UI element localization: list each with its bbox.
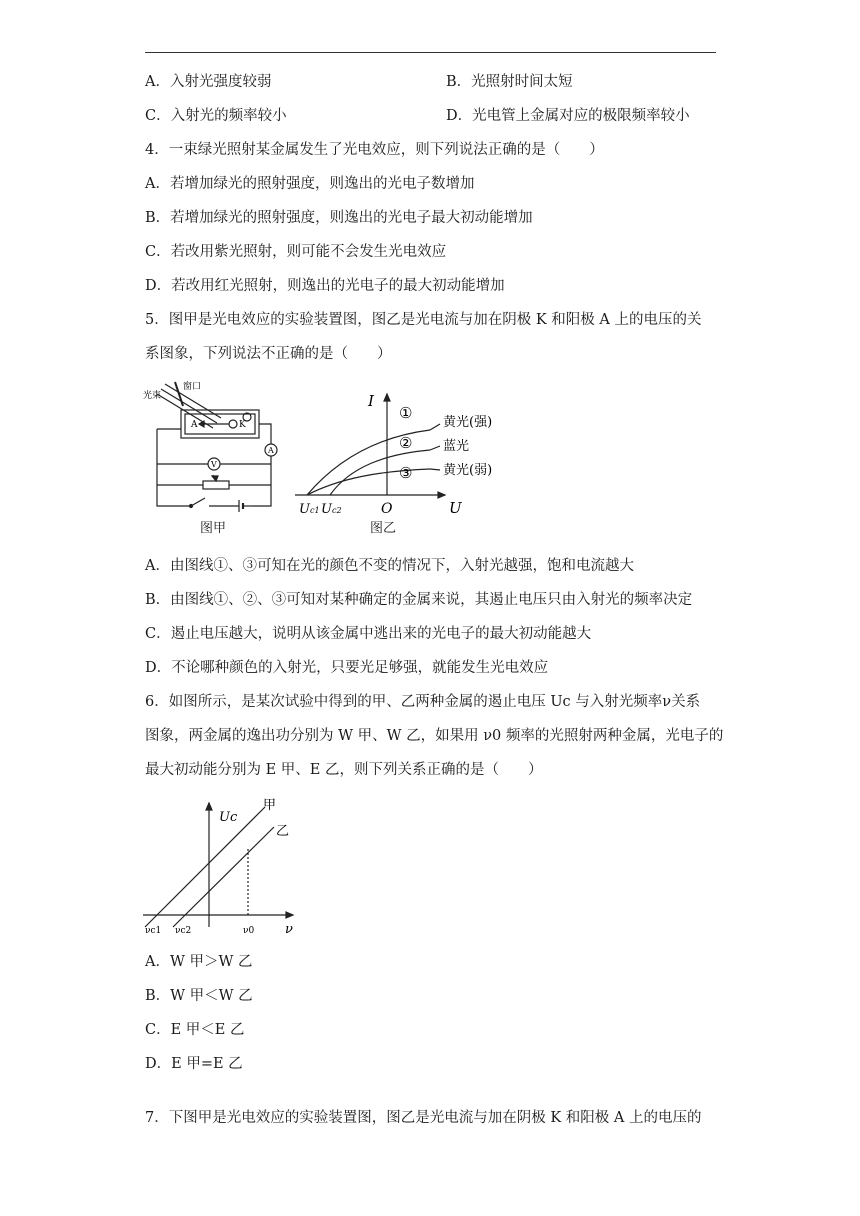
window-label: 窗口 [183, 382, 202, 392]
q5-stem-line1: 5．图甲是光电效应的实验装置图，图乙是光电流与加在阴极 K 和阳极 A 上的电压的关 [145, 312, 702, 328]
q6-option-d: D．E 甲=E 乙 [145, 1056, 243, 1072]
v0-label: ν0 [243, 926, 255, 936]
light-beam-line [161, 389, 217, 423]
uc-axis-arrow [206, 803, 212, 810]
vc2-label: νc2 [175, 926, 192, 936]
wire-right-top [259, 424, 271, 444]
yi-label: 乙 [276, 824, 290, 839]
rheostat [203, 481, 229, 489]
q4-option-c: C．若改用紫光照射，则可能不会发生光电效应 [145, 244, 447, 260]
q6-option-a: A．W 甲＞W 乙 [145, 954, 253, 970]
figure-uc-v-graph [143, 795, 308, 938]
q6-option-b: B．W 甲＜W 乙 [145, 988, 253, 1004]
i-axis-arrow [384, 394, 390, 401]
u-axis-label: U [449, 499, 462, 517]
q6-option-c: C．E 甲＜E 乙 [145, 1022, 245, 1038]
q4-option-d: D．若改用红光照射，则逸出的光电子的最大初动能增加 [145, 278, 505, 294]
q5-stem-line2: 系图象，下列说法不正确的是（ ） [145, 346, 392, 362]
line-jia [145, 807, 265, 927]
q5-option-c: C．遏止电压越大，说明从该金属中逃出来的光电子的最大初动能越大 [145, 626, 592, 642]
jia-label: 甲 [263, 798, 277, 813]
uc1-label: Uc1 [299, 502, 320, 517]
wire-left [157, 429, 191, 506]
header-rule [145, 52, 716, 53]
q5-option-b: B．由图线①、②、③可知对某种确定的金属来说，其遏止电压只由入射光的频率决定 [145, 592, 693, 608]
uc-axis-label: Uc [219, 810, 238, 825]
q4-stem: 4．一束绿光照射某金属发生了光电效应，则下列说法正确的是（ ） [145, 142, 604, 158]
cathode-label: K [239, 420, 246, 430]
figure-yi-iu-graph [295, 392, 510, 522]
anode-label: A [191, 420, 198, 430]
q6-stem-line2: 图象，两金属的逸出功分别为 W 甲、W 乙，如果用 ν0 频率的光照射两种金属，光电子的 [145, 728, 724, 744]
v-axis-label: ν [285, 922, 293, 937]
curve-2-number: ② [399, 434, 413, 452]
q6-stem-line1: 6．如图所示，是某次试验中得到的甲、乙两种金属的遏止电压 Uc 与入射光频率ν关系 [145, 694, 701, 710]
vc1-label: νc1 [145, 926, 162, 936]
q3-option-d: D．光电管上金属对应的极限频率较小 [446, 108, 690, 124]
curve-2 [330, 450, 430, 495]
u-axis-arrow [438, 492, 445, 498]
q4-option-a: A．若增加绿光的照射强度，则逸出的光电子数增加 [145, 176, 475, 192]
q3-option-b: B．光照射时间太短 [446, 74, 573, 90]
curve-1-number: ① [399, 404, 413, 422]
q3-option-c: C．入射光的频率较小 [145, 108, 287, 124]
q3-option-a: A．入射光强度较弱 [145, 74, 272, 90]
origin-label: O [381, 501, 393, 517]
q7-stem-line1: 7．下图甲是光电效应的实验装置图，图乙是光电流与加在阴极 K 和阳极 A 上的电压的 [145, 1110, 702, 1126]
q6-stem-line3: 最大初动能分别为 E 甲、E 乙，则下列关系正确的是（ ） [145, 762, 543, 778]
ammeter-label: A [268, 446, 274, 455]
q5-option-a: A．由图线①、③可知在光的颜色不变的情况下，入射光越强，饱和电流越大 [145, 558, 634, 574]
switch-icon [191, 498, 205, 506]
figure-jia-caption: 图甲 [200, 521, 227, 536]
curve-1-label: 黄光(强) [443, 415, 493, 430]
voltmeter-label: V [211, 460, 217, 469]
uc2-label: Uc2 [321, 502, 342, 517]
curve-2-label: 蓝光 [443, 439, 470, 454]
beam-label: 光束 [143, 391, 162, 401]
line-yi [173, 827, 274, 927]
figure-jia-circuit [143, 380, 293, 520]
i-axis-label: I [368, 392, 374, 410]
q4-option-b: B．若增加绿光的照射强度，则逸出的光电子最大初动能增加 [145, 210, 533, 226]
curve-3-label: 黄光(弱) [443, 463, 493, 478]
q5-option-d: D．不论哪种颜色的入射光，只要光足够强，就能发生光电效应 [145, 660, 549, 676]
figure-yi-caption: 图乙 [370, 521, 397, 536]
curve-3-number: ③ [399, 464, 413, 482]
v-axis-arrow [286, 912, 293, 918]
